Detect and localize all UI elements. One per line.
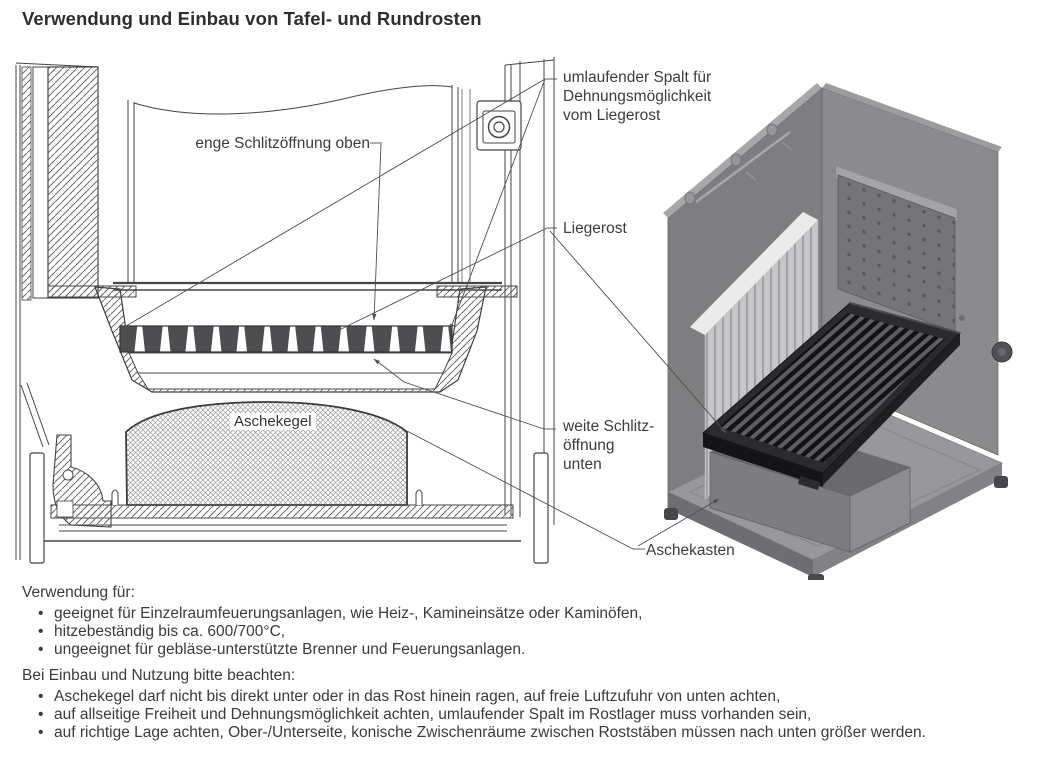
usage-item: • geeignet für Einzelraumfeuerungsanlagen, wie Heiz-, Kamineinsätze oder Kaminöfen,	[22, 605, 1032, 622]
grate-bars	[120, 326, 452, 352]
notes-item: • auf richtige Lage achten, Ober-/Unterseite, konische Zwischenräume zwischen Roststäben müssen nach unten größer werden.	[22, 724, 1032, 741]
notes-section	[22, 667, 1032, 741]
usage-section	[22, 584, 1032, 658]
callout-aschekegel: Aschekegel	[230, 413, 316, 430]
wall-bolt	[959, 315, 965, 321]
grate-mount-fitting	[477, 101, 521, 150]
firebox-3d-render	[650, 80, 1020, 580]
usage-heading: Verwendung für:	[22, 584, 135, 601]
wall-bolt	[947, 287, 953, 293]
notes-heading: Bei Einbau und Nutzung bitte beachten:	[22, 667, 296, 684]
foot	[808, 574, 824, 580]
callout-umlaufender-spalt: umlaufender Spalt für Dehnungsmöglichkeit vom Liegerost	[563, 69, 712, 124]
usage-item: • hitzebeständig bis ca. 600/700°C,	[22, 623, 1032, 640]
notes-item: • auf allseitige Freiheit und Dehnungsmöglichkeit achten, umlaufender Spalt im Rostlager muss vorhanden sein,	[22, 706, 1032, 723]
wheel-hub	[998, 348, 1006, 356]
usage-item: • ungeeignet für gebläse-unterstützte Brenner und Feuerungsanlagen.	[22, 641, 1032, 658]
foot	[664, 508, 678, 520]
page-title: Verwendung und Einbau von Tafel- und Rundrosten	[22, 8, 482, 29]
callout-weite-schlitzoeffnung: weite Schlitz- öffnung unten	[563, 418, 655, 473]
callout-enge-schlitzoeffnung: enge Schlitzöffnung oben	[195, 135, 370, 152]
foot	[994, 476, 1008, 488]
callout-aschekasten: Aschekasten	[646, 542, 735, 559]
cross-section-drawing	[13, 55, 558, 575]
notes-item: • Aschekegel darf nicht bis direkt unter oder in das Rost hinein ragen, auf freie Luftzufuhr von unten achten,	[22, 688, 1032, 705]
callout-liegerost: Liegerost	[563, 220, 627, 237]
